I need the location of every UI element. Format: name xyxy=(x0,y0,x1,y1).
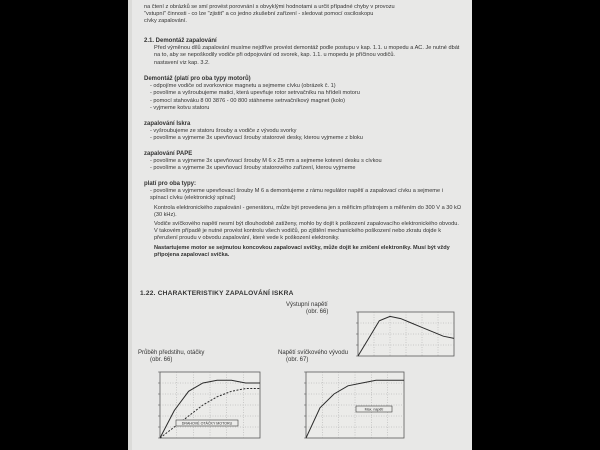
chart-c-figure-ref: (obr. 67) xyxy=(286,357,309,363)
chart-output-voltage xyxy=(350,308,460,360)
chart-a-title: Výstupní napětí xyxy=(286,302,328,308)
intro-line: cívky zapalování. xyxy=(144,18,187,25)
chart-spark-voltage xyxy=(296,368,408,446)
section-demontaz-obe xyxy=(144,76,462,112)
list-item: - povolíme a vyjmeme 3x upevňovací šrouby M 6 x 25 mm a sejmeme kotevní desku s cívkou xyxy=(150,158,382,165)
section-demontaz xyxy=(144,38,462,67)
section-heading: platí pro oba typy: xyxy=(144,181,197,187)
intro-line: na čtení z obrázků se smí provést porovnání s obvyklými hodnotami a určit případné chyby v provozu xyxy=(144,4,395,10)
chart-c-title: Napětí svíčkového vývodu xyxy=(278,350,349,356)
chart-b-figure-ref: (obr. 66) xyxy=(150,357,173,363)
section-pape xyxy=(144,151,462,173)
document-page xyxy=(128,0,472,450)
section-heading-charakteristiky: 1.22. CHARAKTERISTIKY ZAPALOVÁNÍ ISKRA xyxy=(140,290,294,297)
list-item: - povolíme a vyjmeme 3x upevňovací šrouby statorové desky, kterou vyjmeme z bloku xyxy=(150,135,363,142)
chart-a-caption xyxy=(286,302,328,316)
scan-edge-shadow xyxy=(128,0,132,450)
list-item: - povolíme a vyjmeme 3x upevňovací šrouby statorového zařízení, kterou vyjmeme xyxy=(150,165,356,172)
section-oba-typy xyxy=(144,181,462,259)
list-item: - vyšroubujeme ze statoru šrouby a vodiče z vývodu svorky xyxy=(150,128,297,135)
paragraph: Před výměnou dílů zapalování musíme nejdříve provést demontáž podle postupu v kap. 1.1. u mopedu a AC. Je nutné dbát na to, aby se nepoškodily vodiče při odpojování od svorek, kap. 1.1. u mopedu je příčinou vodičů. xyxy=(154,45,460,59)
chart-b-label: DRAHOVÉ OTÁČKY MOTORU xyxy=(181,421,233,426)
section-iskra xyxy=(144,121,462,143)
section-heading: zapalování PAPE xyxy=(144,151,193,157)
intro-text xyxy=(144,4,462,26)
list-item: - pomocí stahováku 8 00 3876 - 00 800 stáhneme setrvačníkový magnet (kolo) xyxy=(150,97,345,104)
chart-b-caption xyxy=(138,350,204,364)
section-heading: zapalování Iskra xyxy=(144,121,191,127)
chart-a-figure-ref: (obr. 66) xyxy=(306,309,329,315)
chart-b-title: Průběh předstihu, otáčky xyxy=(138,350,205,356)
list-item: - odpojíme vodiče od svorkovnice magnetu a sejmeme cívku (obrázek č. 1) xyxy=(150,83,336,90)
section-heading: 2.1. Demontáž zapalování xyxy=(144,38,217,44)
list-item: - vyjmeme kotvu statoru xyxy=(150,104,210,111)
intro-line: "vstupní" činnosti - co lze "zjistit" a co jedno zkušební zařízení - sledovat pomocí osciloskopu xyxy=(144,11,374,18)
chart-advance-curve xyxy=(148,368,266,446)
section-heading: Demontáž (platí pro oba typy motorů) xyxy=(144,76,251,82)
paragraph: nastavení viz kap. 3.2. xyxy=(154,59,210,66)
paragraph: Kontrola elektronického zapalování - generátoru, může být provedena jen s měřicím přístrojem s měřením do 300 V a 30 kΩ (30 kHz). xyxy=(154,204,462,218)
warning-note: Nastartujeme motor se sejmutou koncovkou zapalovací svíčky, může dojít ke zničení elektroniky. Musí být vždy připojena zapalovací svíčka. xyxy=(154,244,450,258)
chart-c-caption xyxy=(278,350,348,364)
list-item: - povolíme a vyjmeme upevňovací šrouby M 6 a demontujeme z rámu regulátor napětí a zapalovací cívku a sejmeme i spínací cívku (elektronický spínač) xyxy=(150,188,443,202)
chart-c-label: Max. napětí xyxy=(364,407,384,412)
paragraph: Vodiče svíčkového napětí nesmí být dlouhodobě zatíženy, mohlo by dojít k poškození zapalovacího elektronického obvodu. V takovém případě je nutné provést kontrolu všech vodičů, po zjištění mechanického poškození nebo zkratu dojde k přerušení proudu v obvodu zapalování, které vede k poškození elektroniky. xyxy=(154,221,459,242)
list-item: - povolíme a vyšroubujeme matici, která upevňuje rotor setrvačníku na hřídeli motoru xyxy=(150,90,360,97)
